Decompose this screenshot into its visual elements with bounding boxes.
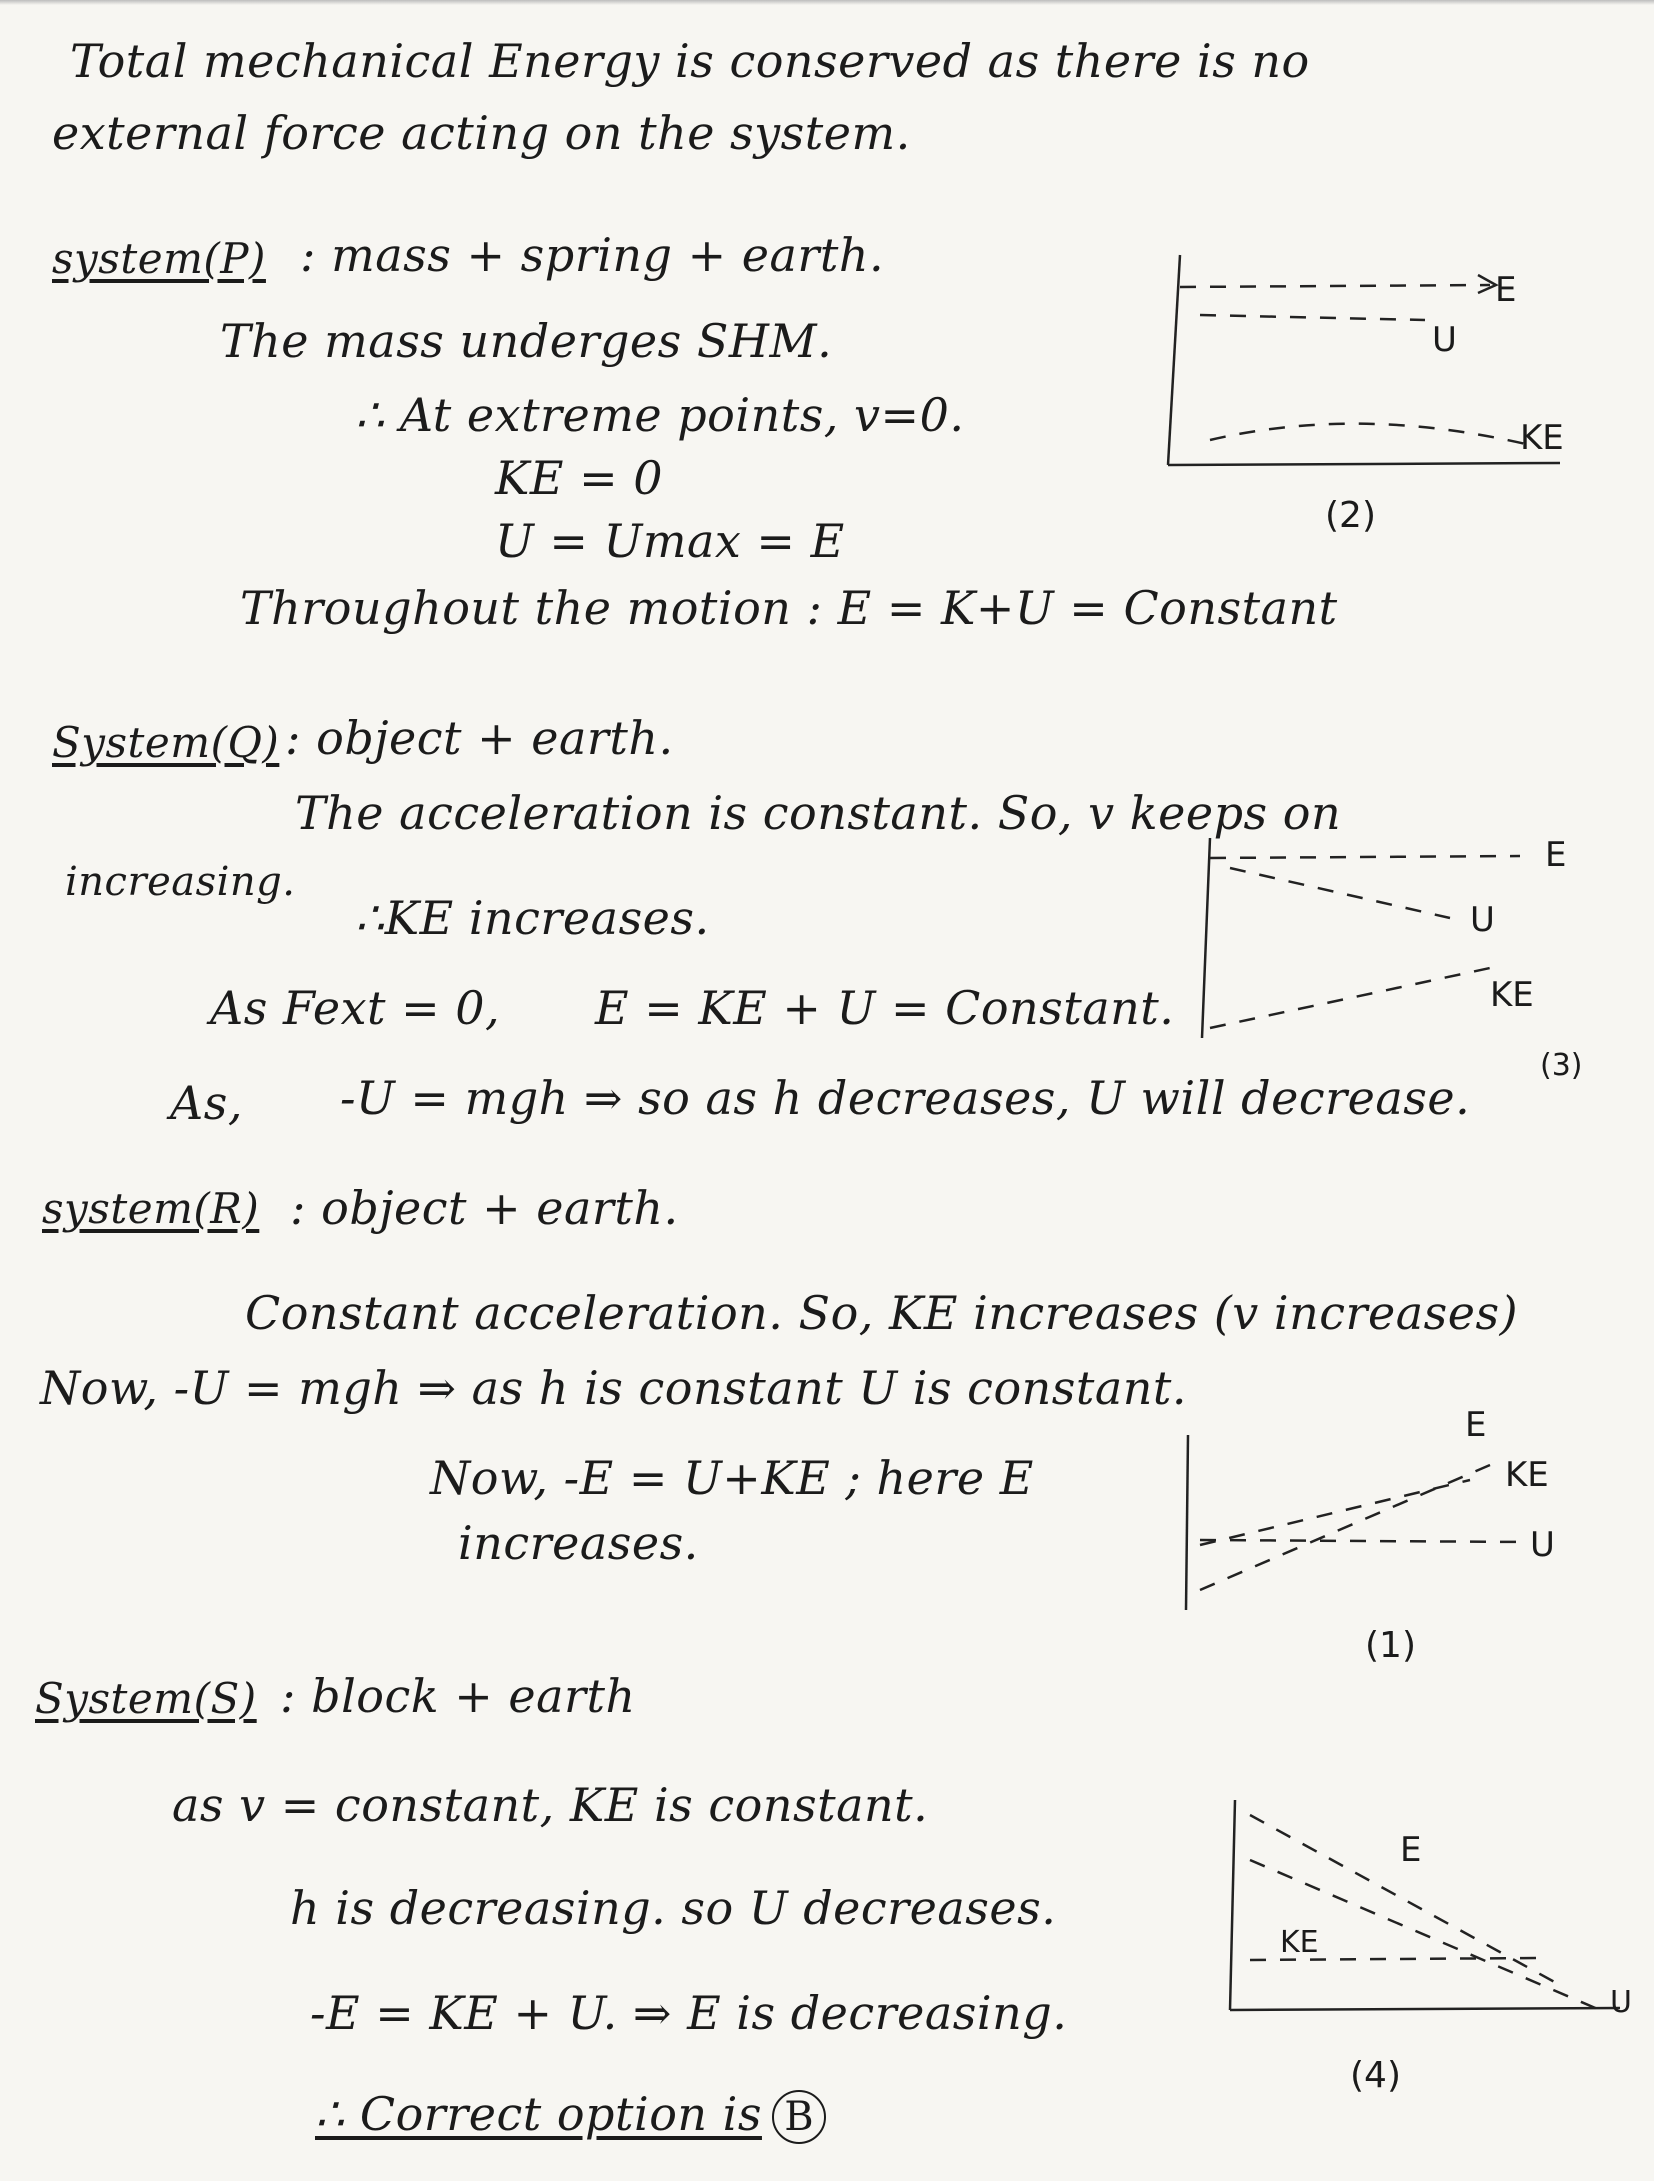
graph-1-u-line <box>1200 1540 1530 1542</box>
graph-4 <box>1220 1800 1640 2040</box>
graph-4-x-axis <box>1230 2008 1620 2010</box>
graph-1-label-u: U <box>1530 1525 1555 1565</box>
system-s-line-4: -E = KE + U. ⇒ E is decreasing. <box>310 1986 1068 2040</box>
system-s-line-5: ∴ Correct option is <box>315 2087 762 2141</box>
system-r-heading: system(R) <box>42 1184 260 1233</box>
system-q-line-3a: increasing. <box>65 859 296 905</box>
graph-1-label-e: E <box>1465 1405 1487 1445</box>
graph-4-label-e: E <box>1400 1830 1422 1870</box>
graph-4-caption: (4) <box>1350 2055 1401 2096</box>
graph-3-label-ke: KE <box>1490 975 1534 1015</box>
graph-3-label-e: E <box>1545 835 1567 875</box>
graph-3-y-axis <box>1202 838 1210 1038</box>
graph-3-label-u: U <box>1470 900 1495 940</box>
system-s-line-3: h is decreasing. so U decreases. <box>290 1881 1057 1935</box>
system-s-line-2: as v = constant, KE is constant. <box>172 1778 929 1832</box>
system-p-line-5: U = Umax = E <box>495 514 845 568</box>
graph-2-y-axis <box>1168 255 1180 465</box>
graph-3-caption: (3) <box>1540 1048 1583 1083</box>
graph-3 <box>1190 838 1570 1058</box>
graph-2-label-ke: KE <box>1520 418 1564 458</box>
system-p-line-6: Throughout the motion : E = K+U = Constant <box>240 581 1338 635</box>
graph-2-label-u: U <box>1432 320 1457 360</box>
graph-4-label-u: U <box>1610 1985 1632 2020</box>
graph-2-u-line <box>1200 315 1425 320</box>
system-r-line-3: Now, -U = mgh ⇒ as h is constant U is constant. <box>40 1361 1188 1415</box>
graph-1-y-axis <box>1186 1435 1188 1610</box>
graph-1-label-ke: KE <box>1505 1455 1549 1495</box>
system-s-conclusion <box>315 2087 826 2144</box>
system-q-line-2: The acceleration is constant. So, v keeps on <box>295 786 1342 840</box>
system-q-line-4b: E = KE + U = Constant. <box>595 981 1175 1035</box>
system-p-line-3: ∴ At extreme points, v=0. <box>355 388 965 442</box>
graph-2 <box>1160 255 1580 495</box>
graph-3-ke-line <box>1210 968 1490 1028</box>
system-s-heading: System(S) <box>35 1674 257 1723</box>
graph-4-label-ke: KE <box>1280 1925 1319 1960</box>
system-s-line-1: : block + earth <box>280 1669 636 1723</box>
graph-1-caption: (1) <box>1365 1625 1416 1666</box>
system-q-line-4a: As Fext = 0, <box>210 981 501 1035</box>
system-p-line-4: KE = 0 <box>495 451 663 505</box>
system-q-line-1: : object + earth. <box>285 711 674 765</box>
system-r-line-1: : object + earth. <box>290 1181 679 1235</box>
system-p-heading: system(P) <box>52 234 266 283</box>
graph-2-ke-curve <box>1210 424 1530 445</box>
intro-line-2: external force acting on the system. <box>52 106 911 160</box>
graph-1-e-line <box>1200 1465 1490 1590</box>
system-q-line-3b: ∴KE increases. <box>355 891 710 945</box>
answer-circle: B <box>772 2090 826 2144</box>
graph-2-label-e: E <box>1495 270 1517 310</box>
graph-2-caption: (2) <box>1325 495 1376 536</box>
system-r-line-5: increases. <box>458 1516 699 1570</box>
graph-2-x-axis <box>1168 463 1560 465</box>
graph-4-y-axis <box>1230 1800 1235 2010</box>
graph-2-e-line <box>1180 285 1490 287</box>
system-q-line-5b: -U = mgh ⇒ so as h decreases, U will decrease. <box>340 1071 1471 1125</box>
page-top-edge <box>0 0 1654 5</box>
system-r-line-4: Now, -E = U+KE ; here E <box>430 1451 1034 1505</box>
system-q-line-5a: As, <box>170 1076 243 1130</box>
graph-3-e-line <box>1210 856 1520 858</box>
graph-3-u-line <box>1230 868 1450 918</box>
system-p-line-1: : mass + spring + earth. <box>300 228 885 282</box>
intro-line-1: Total mechanical Energy is conserved as there is no <box>70 34 1310 88</box>
system-q-heading: System(Q) <box>52 718 280 767</box>
system-p-line-2: The mass underges SHM. <box>220 314 833 368</box>
system-r-line-2: Constant acceleration. So, KE increases (v increases) <box>245 1286 1519 1340</box>
